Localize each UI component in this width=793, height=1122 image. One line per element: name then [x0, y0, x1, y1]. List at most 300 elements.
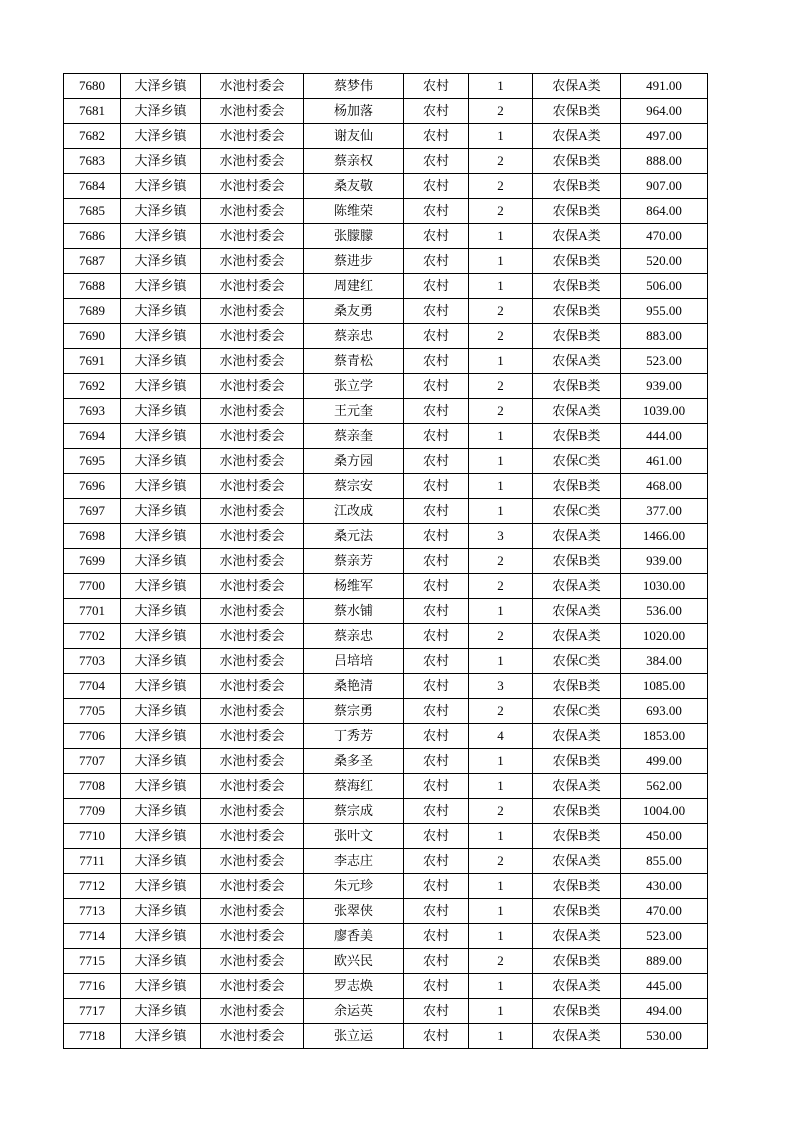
cell-count: 1 — [469, 1024, 533, 1049]
table-row — [64, 124, 708, 149]
cell-village: 水池村委会 — [201, 374, 304, 399]
cell-category: 农村 — [404, 424, 469, 449]
cell-serial: 7684 — [64, 174, 121, 199]
cell-village: 水池村委会 — [201, 799, 304, 824]
cell-serial: 7691 — [64, 349, 121, 374]
cell-insurance_class: 农保A类 — [533, 849, 621, 874]
cell-count: 2 — [469, 949, 533, 974]
table-row — [64, 699, 708, 724]
cell-serial: 7702 — [64, 624, 121, 649]
cell-category: 农村 — [404, 774, 469, 799]
cell-category: 农村 — [404, 624, 469, 649]
cell-town: 大泽乡镇 — [121, 874, 201, 899]
cell-serial: 7699 — [64, 549, 121, 574]
cell-name: 蔡进步 — [304, 249, 404, 274]
cell-serial: 7680 — [64, 74, 121, 99]
table-row — [64, 399, 708, 424]
cell-amount: 1039.00 — [621, 399, 708, 424]
cell-amount: 888.00 — [621, 149, 708, 174]
cell-count: 3 — [469, 674, 533, 699]
cell-amount: 461.00 — [621, 449, 708, 474]
table-row — [64, 174, 708, 199]
cell-village: 水池村委会 — [201, 774, 304, 799]
cell-serial: 7683 — [64, 149, 121, 174]
cell-count: 1 — [469, 974, 533, 999]
cell-village: 水池村委会 — [201, 924, 304, 949]
table-row — [64, 499, 708, 524]
cell-town: 大泽乡镇 — [121, 224, 201, 249]
cell-count: 1 — [469, 474, 533, 499]
cell-insurance_class: 农保C类 — [533, 649, 621, 674]
cell-village: 水池村委会 — [201, 474, 304, 499]
cell-amount: 964.00 — [621, 99, 708, 124]
cell-category: 农村 — [404, 249, 469, 274]
cell-amount: 444.00 — [621, 424, 708, 449]
cell-village: 水池村委会 — [201, 149, 304, 174]
cell-insurance_class: 农保B类 — [533, 949, 621, 974]
cell-amount: 1853.00 — [621, 724, 708, 749]
cell-count: 1 — [469, 274, 533, 299]
cell-name: 蔡梦伟 — [304, 74, 404, 99]
cell-count: 2 — [469, 149, 533, 174]
cell-count: 1 — [469, 899, 533, 924]
cell-village: 水池村委会 — [201, 324, 304, 349]
cell-count: 1 — [469, 999, 533, 1024]
cell-category: 农村 — [404, 274, 469, 299]
cell-village: 水池村委会 — [201, 99, 304, 124]
cell-town: 大泽乡镇 — [121, 349, 201, 374]
cell-count: 4 — [469, 724, 533, 749]
cell-town: 大泽乡镇 — [121, 299, 201, 324]
cell-amount: 864.00 — [621, 199, 708, 224]
cell-town: 大泽乡镇 — [121, 949, 201, 974]
cell-serial: 7692 — [64, 374, 121, 399]
cell-amount: 520.00 — [621, 249, 708, 274]
cell-insurance_class: 农保B类 — [533, 474, 621, 499]
cell-village: 水池村委会 — [201, 224, 304, 249]
cell-count: 2 — [469, 174, 533, 199]
cell-village: 水池村委会 — [201, 349, 304, 374]
cell-town: 大泽乡镇 — [121, 724, 201, 749]
cell-amount: 1030.00 — [621, 574, 708, 599]
table-row — [64, 524, 708, 549]
cell-village: 水池村委会 — [201, 899, 304, 924]
cell-count: 1 — [469, 224, 533, 249]
cell-category: 农村 — [404, 749, 469, 774]
cell-town: 大泽乡镇 — [121, 824, 201, 849]
cell-town: 大泽乡镇 — [121, 374, 201, 399]
cell-amount: 523.00 — [621, 349, 708, 374]
cell-town: 大泽乡镇 — [121, 549, 201, 574]
cell-village: 水池村委会 — [201, 274, 304, 299]
cell-village: 水池村委会 — [201, 724, 304, 749]
cell-name: 蔡宗安 — [304, 474, 404, 499]
cell-town: 大泽乡镇 — [121, 749, 201, 774]
cell-name: 蔡亲忠 — [304, 324, 404, 349]
table-row — [64, 974, 708, 999]
cell-count: 2 — [469, 624, 533, 649]
cell-count: 1 — [469, 74, 533, 99]
cell-town: 大泽乡镇 — [121, 274, 201, 299]
cell-serial: 7693 — [64, 399, 121, 424]
cell-insurance_class: 农保A类 — [533, 624, 621, 649]
cell-town: 大泽乡镇 — [121, 799, 201, 824]
cell-town: 大泽乡镇 — [121, 99, 201, 124]
cell-insurance_class: 农保B类 — [533, 99, 621, 124]
cell-category: 农村 — [404, 324, 469, 349]
cell-serial: 7706 — [64, 724, 121, 749]
cell-serial: 7701 — [64, 599, 121, 624]
table-row — [64, 274, 708, 299]
cell-category: 农村 — [404, 149, 469, 174]
cell-village: 水池村委会 — [201, 974, 304, 999]
cell-name: 余运英 — [304, 999, 404, 1024]
cell-town: 大泽乡镇 — [121, 524, 201, 549]
cell-name: 蔡水铺 — [304, 599, 404, 624]
cell-serial: 7696 — [64, 474, 121, 499]
cell-count: 1 — [469, 424, 533, 449]
cell-amount: 430.00 — [621, 874, 708, 899]
cell-category: 农村 — [404, 449, 469, 474]
table-row — [64, 799, 708, 824]
cell-insurance_class: 农保B类 — [533, 799, 621, 824]
cell-count: 2 — [469, 549, 533, 574]
cell-amount: 530.00 — [621, 1024, 708, 1049]
cell-serial: 7694 — [64, 424, 121, 449]
cell-town: 大泽乡镇 — [121, 399, 201, 424]
cell-town: 大泽乡镇 — [121, 649, 201, 674]
cell-count: 2 — [469, 99, 533, 124]
cell-village: 水池村委会 — [201, 449, 304, 474]
cell-count: 2 — [469, 849, 533, 874]
cell-town: 大泽乡镇 — [121, 899, 201, 924]
cell-count: 1 — [469, 924, 533, 949]
cell-amount: 450.00 — [621, 824, 708, 849]
cell-insurance_class: 农保A类 — [533, 74, 621, 99]
cell-insurance_class: 农保A类 — [533, 574, 621, 599]
cell-insurance_class: 农保A类 — [533, 599, 621, 624]
cell-name: 张立运 — [304, 1024, 404, 1049]
cell-town: 大泽乡镇 — [121, 924, 201, 949]
table-row — [64, 299, 708, 324]
cell-name: 蔡亲忠 — [304, 624, 404, 649]
cell-amount: 889.00 — [621, 949, 708, 974]
cell-count: 1 — [469, 124, 533, 149]
cell-town: 大泽乡镇 — [121, 149, 201, 174]
cell-insurance_class: 农保C类 — [533, 449, 621, 474]
cell-category: 农村 — [404, 799, 469, 824]
cell-serial: 7707 — [64, 749, 121, 774]
cell-name: 蔡亲奎 — [304, 424, 404, 449]
cell-village: 水池村委会 — [201, 674, 304, 699]
cell-name: 张朦朦 — [304, 224, 404, 249]
cell-category: 农村 — [404, 174, 469, 199]
cell-category: 农村 — [404, 899, 469, 924]
cell-count: 3 — [469, 524, 533, 549]
cell-insurance_class: 农保A类 — [533, 1024, 621, 1049]
cell-count: 2 — [469, 574, 533, 599]
cell-serial: 7682 — [64, 124, 121, 149]
cell-category: 农村 — [404, 974, 469, 999]
cell-serial: 7715 — [64, 949, 121, 974]
cell-category: 农村 — [404, 949, 469, 974]
cell-village: 水池村委会 — [201, 824, 304, 849]
cell-village: 水池村委会 — [201, 524, 304, 549]
cell-town: 大泽乡镇 — [121, 74, 201, 99]
cell-village: 水池村委会 — [201, 949, 304, 974]
records-table-body — [64, 74, 708, 1049]
cell-name: 桑友勇 — [304, 299, 404, 324]
cell-name: 桑艳清 — [304, 674, 404, 699]
cell-serial: 7709 — [64, 799, 121, 824]
cell-village: 水池村委会 — [201, 1024, 304, 1049]
cell-name: 欧兴民 — [304, 949, 404, 974]
cell-insurance_class: 农保A类 — [533, 724, 621, 749]
cell-amount: 907.00 — [621, 174, 708, 199]
cell-category: 农村 — [404, 649, 469, 674]
cell-insurance_class: 农保C类 — [533, 699, 621, 724]
cell-amount: 470.00 — [621, 224, 708, 249]
cell-name: 吕培培 — [304, 649, 404, 674]
cell-name: 张叶文 — [304, 824, 404, 849]
table-row — [64, 924, 708, 949]
cell-amount: 470.00 — [621, 899, 708, 924]
cell-serial: 7718 — [64, 1024, 121, 1049]
cell-town: 大泽乡镇 — [121, 124, 201, 149]
cell-amount: 1004.00 — [621, 799, 708, 824]
cell-name: 杨维军 — [304, 574, 404, 599]
cell-count: 2 — [469, 799, 533, 824]
cell-category: 农村 — [404, 224, 469, 249]
cell-insurance_class: 农保B类 — [533, 324, 621, 349]
cell-amount: 497.00 — [621, 124, 708, 149]
cell-name: 李志庄 — [304, 849, 404, 874]
cell-name: 蔡宗成 — [304, 799, 404, 824]
cell-town: 大泽乡镇 — [121, 1024, 201, 1049]
cell-category: 农村 — [404, 999, 469, 1024]
cell-count: 1 — [469, 874, 533, 899]
cell-name: 桑元法 — [304, 524, 404, 549]
cell-name: 罗志焕 — [304, 974, 404, 999]
cell-town: 大泽乡镇 — [121, 474, 201, 499]
cell-town: 大泽乡镇 — [121, 674, 201, 699]
table-row — [64, 474, 708, 499]
cell-name: 廖香美 — [304, 924, 404, 949]
cell-village: 水池村委会 — [201, 574, 304, 599]
cell-village: 水池村委会 — [201, 499, 304, 524]
cell-category: 农村 — [404, 824, 469, 849]
cell-name: 周建红 — [304, 274, 404, 299]
cell-town: 大泽乡镇 — [121, 324, 201, 349]
cell-name: 蔡亲芳 — [304, 549, 404, 574]
cell-category: 农村 — [404, 699, 469, 724]
table-row — [64, 749, 708, 774]
cell-amount: 693.00 — [621, 699, 708, 724]
cell-category: 农村 — [404, 74, 469, 99]
cell-category: 农村 — [404, 374, 469, 399]
cell-count: 1 — [469, 449, 533, 474]
cell-name: 桑友敬 — [304, 174, 404, 199]
cell-serial: 7710 — [64, 824, 121, 849]
cell-count: 2 — [469, 699, 533, 724]
cell-insurance_class: 农保C类 — [533, 499, 621, 524]
cell-category: 农村 — [404, 349, 469, 374]
cell-insurance_class: 农保A类 — [533, 124, 621, 149]
table-row — [64, 424, 708, 449]
cell-village: 水池村委会 — [201, 424, 304, 449]
cell-amount: 445.00 — [621, 974, 708, 999]
cell-count: 1 — [469, 349, 533, 374]
cell-serial: 7681 — [64, 99, 121, 124]
cell-category: 农村 — [404, 724, 469, 749]
cell-category: 农村 — [404, 124, 469, 149]
cell-serial: 7708 — [64, 774, 121, 799]
cell-town: 大泽乡镇 — [121, 424, 201, 449]
cell-village: 水池村委会 — [201, 624, 304, 649]
cell-village: 水池村委会 — [201, 549, 304, 574]
cell-count: 2 — [469, 324, 533, 349]
cell-insurance_class: 农保B类 — [533, 424, 621, 449]
cell-amount: 377.00 — [621, 499, 708, 524]
cell-serial: 7688 — [64, 274, 121, 299]
cell-category: 农村 — [404, 924, 469, 949]
cell-name: 桑多圣 — [304, 749, 404, 774]
cell-insurance_class: 农保B类 — [533, 674, 621, 699]
cell-village: 水池村委会 — [201, 874, 304, 899]
cell-town: 大泽乡镇 — [121, 199, 201, 224]
table-row — [64, 374, 708, 399]
cell-insurance_class: 农保A类 — [533, 924, 621, 949]
cell-amount: 562.00 — [621, 774, 708, 799]
cell-serial: 7704 — [64, 674, 121, 699]
cell-amount: 855.00 — [621, 849, 708, 874]
cell-town: 大泽乡镇 — [121, 449, 201, 474]
cell-serial: 7716 — [64, 974, 121, 999]
table-row — [64, 624, 708, 649]
table-row — [64, 1024, 708, 1049]
cell-category: 农村 — [404, 99, 469, 124]
cell-insurance_class: 农保A类 — [533, 399, 621, 424]
cell-village: 水池村委会 — [201, 849, 304, 874]
cell-amount: 494.00 — [621, 999, 708, 1024]
table-row — [64, 549, 708, 574]
cell-serial: 7685 — [64, 199, 121, 224]
cell-insurance_class: 农保B类 — [533, 249, 621, 274]
table-row — [64, 999, 708, 1024]
cell-amount: 939.00 — [621, 374, 708, 399]
cell-name: 蔡海红 — [304, 774, 404, 799]
cell-name: 张立学 — [304, 374, 404, 399]
cell-serial: 7687 — [64, 249, 121, 274]
table-row — [64, 774, 708, 799]
cell-serial: 7714 — [64, 924, 121, 949]
cell-name: 杨加落 — [304, 99, 404, 124]
cell-count: 1 — [469, 774, 533, 799]
cell-insurance_class: 农保B类 — [533, 874, 621, 899]
table-row — [64, 349, 708, 374]
cell-town: 大泽乡镇 — [121, 174, 201, 199]
cell-amount: 883.00 — [621, 324, 708, 349]
cell-serial: 7698 — [64, 524, 121, 549]
cell-insurance_class: 农保B类 — [533, 274, 621, 299]
cell-count: 1 — [469, 824, 533, 849]
cell-insurance_class: 农保B类 — [533, 299, 621, 324]
cell-town: 大泽乡镇 — [121, 249, 201, 274]
cell-count: 1 — [469, 649, 533, 674]
cell-serial: 7712 — [64, 874, 121, 899]
cell-name: 江改成 — [304, 499, 404, 524]
cell-serial: 7700 — [64, 574, 121, 599]
cell-village: 水池村委会 — [201, 174, 304, 199]
cell-serial: 7686 — [64, 224, 121, 249]
cell-amount: 1085.00 — [621, 674, 708, 699]
cell-town: 大泽乡镇 — [121, 499, 201, 524]
cell-serial: 7689 — [64, 299, 121, 324]
table-row — [64, 99, 708, 124]
cell-name: 丁秀芳 — [304, 724, 404, 749]
cell-village: 水池村委会 — [201, 124, 304, 149]
cell-village: 水池村委会 — [201, 699, 304, 724]
cell-village: 水池村委会 — [201, 649, 304, 674]
cell-village: 水池村委会 — [201, 74, 304, 99]
cell-insurance_class: 农保A类 — [533, 524, 621, 549]
cell-amount: 384.00 — [621, 649, 708, 674]
cell-count: 1 — [469, 749, 533, 774]
cell-village: 水池村委会 — [201, 999, 304, 1024]
cell-town: 大泽乡镇 — [121, 974, 201, 999]
cell-village: 水池村委会 — [201, 399, 304, 424]
cell-name: 张翠侠 — [304, 899, 404, 924]
cell-count: 2 — [469, 199, 533, 224]
cell-name: 桑方园 — [304, 449, 404, 474]
cell-insurance_class: 农保A类 — [533, 224, 621, 249]
cell-amount: 468.00 — [621, 474, 708, 499]
cell-serial: 7703 — [64, 649, 121, 674]
cell-village: 水池村委会 — [201, 599, 304, 624]
cell-serial: 7717 — [64, 999, 121, 1024]
cell-insurance_class: 农保B类 — [533, 549, 621, 574]
cell-amount: 1466.00 — [621, 524, 708, 549]
table-row — [64, 949, 708, 974]
cell-village: 水池村委会 — [201, 749, 304, 774]
cell-name: 陈维荣 — [304, 199, 404, 224]
cell-count: 2 — [469, 299, 533, 324]
cell-amount: 491.00 — [621, 74, 708, 99]
cell-amount: 523.00 — [621, 924, 708, 949]
cell-count: 1 — [469, 249, 533, 274]
table-row — [64, 824, 708, 849]
cell-serial: 7697 — [64, 499, 121, 524]
cell-serial: 7690 — [64, 324, 121, 349]
cell-category: 农村 — [404, 874, 469, 899]
cell-count: 1 — [469, 599, 533, 624]
cell-village: 水池村委会 — [201, 249, 304, 274]
cell-category: 农村 — [404, 599, 469, 624]
table-row — [64, 874, 708, 899]
cell-insurance_class: 农保B类 — [533, 174, 621, 199]
cell-village: 水池村委会 — [201, 199, 304, 224]
cell-category: 农村 — [404, 199, 469, 224]
cell-insurance_class: 农保A类 — [533, 974, 621, 999]
cell-category: 农村 — [404, 549, 469, 574]
cell-insurance_class: 农保A类 — [533, 349, 621, 374]
table-row — [64, 849, 708, 874]
cell-name: 朱元珍 — [304, 874, 404, 899]
cell-insurance_class: 农保B类 — [533, 899, 621, 924]
table-row — [64, 574, 708, 599]
table-row — [64, 899, 708, 924]
table-row — [64, 674, 708, 699]
